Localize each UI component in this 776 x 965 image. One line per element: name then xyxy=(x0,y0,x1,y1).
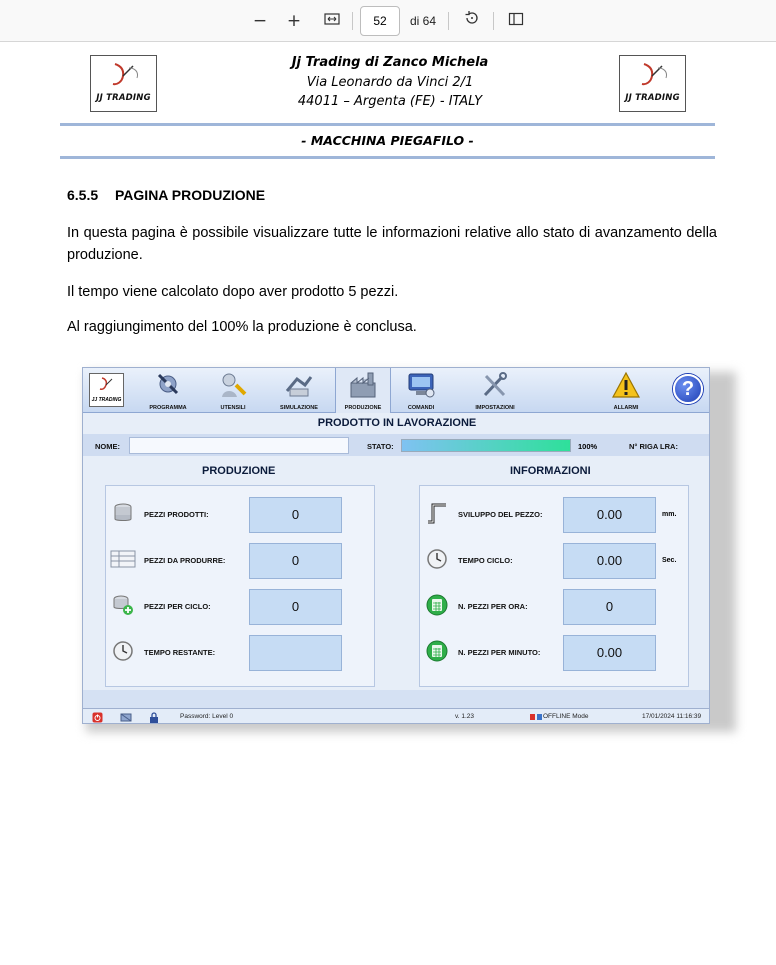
pezzi-per-minuto-value: 0.00 xyxy=(563,635,656,671)
hmi-bottom-band xyxy=(83,690,710,708)
informazioni-title: INFORMAZIONI xyxy=(510,465,591,477)
version-label: v. 1.23 xyxy=(455,713,475,720)
pezzi-prodotti-value: 0 xyxy=(249,497,342,533)
page-view-button[interactable] xyxy=(504,9,528,33)
mode-label: OFFLINE Mode xyxy=(543,713,589,720)
zoom-in-button[interactable]: + xyxy=(286,11,302,31)
page-total: di 64 xyxy=(410,14,437,28)
zoom-out-button[interactable]: − xyxy=(252,11,268,31)
header-divider xyxy=(60,156,715,159)
logo-text: JJ TRADING xyxy=(96,93,151,103)
pezzi-per-ciclo-value: 0 xyxy=(249,589,342,625)
company-address: Via Leonardo da Vinci 2/1 xyxy=(306,75,474,90)
progress-percent: 100% xyxy=(578,442,598,451)
row-label: N. PEZZI PER ORA: xyxy=(458,602,528,611)
sviluppo-value: 0.00 xyxy=(563,497,656,533)
riga-lra-label: N° RIGA LRA: xyxy=(629,442,678,451)
row-label: PEZZI DA PRODURRE: xyxy=(144,556,226,565)
produzione-title: PRODUZIONE xyxy=(202,465,276,477)
stack-icon xyxy=(112,502,134,524)
page-view-icon xyxy=(508,12,524,26)
tab-utensili[interactable] xyxy=(201,368,265,413)
tab-label: ALLARMI xyxy=(613,405,639,411)
tab-label: PRODUZIONE xyxy=(344,405,382,411)
impostazioni-icon xyxy=(480,371,510,399)
tab-produzione[interactable] xyxy=(335,368,391,413)
stack-add-icon xyxy=(112,594,134,616)
row-label: N. PEZZI PER MINUTO: xyxy=(458,648,541,657)
toolbar-separator xyxy=(352,12,353,30)
tempo-ciclo-value: 0.00 xyxy=(563,543,656,579)
logo-mark-icon xyxy=(90,375,125,397)
toolbar-separator xyxy=(493,12,494,30)
rotate-button[interactable] xyxy=(460,9,484,33)
tab-simulazione[interactable] xyxy=(265,368,333,413)
datetime-label: 17/01/2024 11:16:39 xyxy=(642,713,702,720)
rotate-icon xyxy=(464,10,480,26)
paragraph: Al raggiungimento del 100% la produzione è conclusa. xyxy=(67,319,417,335)
pezzi-per-ora-value: 0 xyxy=(563,589,656,625)
tab-label: IMPOSTAZIONI xyxy=(475,405,515,411)
comandi-icon xyxy=(406,371,436,399)
unit-label: Sec. xyxy=(662,557,677,564)
row-label: TEMPO RESTANTE: xyxy=(144,648,216,657)
hmi-statusbar xyxy=(83,708,710,724)
pdf-toolbar xyxy=(0,0,776,42)
warning-icon xyxy=(611,371,641,399)
hmi-title: PRODOTTO IN LAVORAZIONE xyxy=(317,417,477,429)
utensili-icon xyxy=(218,371,248,399)
programma-icon xyxy=(153,371,183,399)
logo-mark-icon xyxy=(91,58,158,98)
company-city: 44011 – Argenta (FE) - ITALY xyxy=(297,94,483,109)
produzione-icon xyxy=(348,371,378,399)
list-icon xyxy=(110,548,136,570)
produzione-panel xyxy=(105,485,375,687)
calculator-icon xyxy=(426,594,448,616)
network-icon[interactable] xyxy=(120,712,132,723)
toolbar-separator xyxy=(448,12,449,30)
nome-label: NOME: xyxy=(95,442,120,451)
company-logo-left xyxy=(90,55,157,112)
company-logo-right xyxy=(619,55,686,112)
nome-field[interactable] xyxy=(129,437,349,454)
logo-mark-icon xyxy=(620,58,687,98)
page-number-input[interactable]: 52 xyxy=(360,6,400,36)
hmi-logo xyxy=(89,373,124,407)
clock-icon xyxy=(426,548,448,570)
sviluppo-icon xyxy=(426,502,448,524)
paragraph: Il tempo viene calcolato dopo aver prodotto 5 pezzi. xyxy=(67,284,399,300)
informazioni-panel xyxy=(419,485,689,687)
lock-icon[interactable] xyxy=(149,712,159,723)
unit-label: mm. xyxy=(662,511,677,518)
fit-width-icon xyxy=(324,12,340,26)
tab-label: COMANDI xyxy=(407,405,435,411)
help-button[interactable]: ? xyxy=(673,374,703,404)
row-label: SVILUPPO DEL PEZZO: xyxy=(458,510,543,519)
simulazione-icon xyxy=(284,371,314,399)
stato-label: STATO: xyxy=(367,442,394,451)
tab-comandi[interactable] xyxy=(393,368,449,413)
hmi-logo-text: JJ TRADING xyxy=(91,397,122,403)
section-number: 6.5.5 xyxy=(67,187,99,203)
hmi-tab-bar xyxy=(83,368,710,413)
power-icon[interactable] xyxy=(92,712,103,723)
machine-title: - MACCHINA PIEGAFILO - xyxy=(301,133,474,148)
row-label: PEZZI PRODOTTI: xyxy=(144,510,209,519)
tab-allarmi[interactable] xyxy=(601,368,651,413)
section-heading xyxy=(67,187,265,203)
company-name: Jj Trading di Zanco Michela xyxy=(291,55,489,70)
hmi-screenshot xyxy=(82,367,710,724)
tab-label: UTENSILI xyxy=(220,405,246,411)
progress-bar xyxy=(401,439,571,452)
tempo-restante-value xyxy=(249,635,342,671)
logo-text: JJ TRADING xyxy=(625,93,680,103)
row-label: PEZZI PER CICLO: xyxy=(144,602,211,611)
row-label: TEMPO CICLO: xyxy=(458,556,513,565)
tab-impostazioni[interactable] xyxy=(455,368,535,413)
header-divider xyxy=(60,123,715,126)
password-level: Password: Level 0 xyxy=(180,713,234,720)
pezzi-da-produrre-value: 0 xyxy=(249,543,342,579)
calculator-icon xyxy=(426,640,448,662)
clock-icon xyxy=(112,640,134,662)
section-title: PAGINA PRODUZIONE xyxy=(115,187,266,203)
tab-programma[interactable] xyxy=(135,368,201,413)
offline-icon xyxy=(530,713,542,722)
tab-label: PROGRAMMA xyxy=(149,405,187,411)
tab-label: SIMULAZIONE xyxy=(280,405,318,411)
paragraph: In questa pagina è possibile visualizzare tutte le informazioni relative allo stato di avanzamento della produzione. xyxy=(67,225,717,263)
fit-width-button[interactable] xyxy=(320,9,344,33)
